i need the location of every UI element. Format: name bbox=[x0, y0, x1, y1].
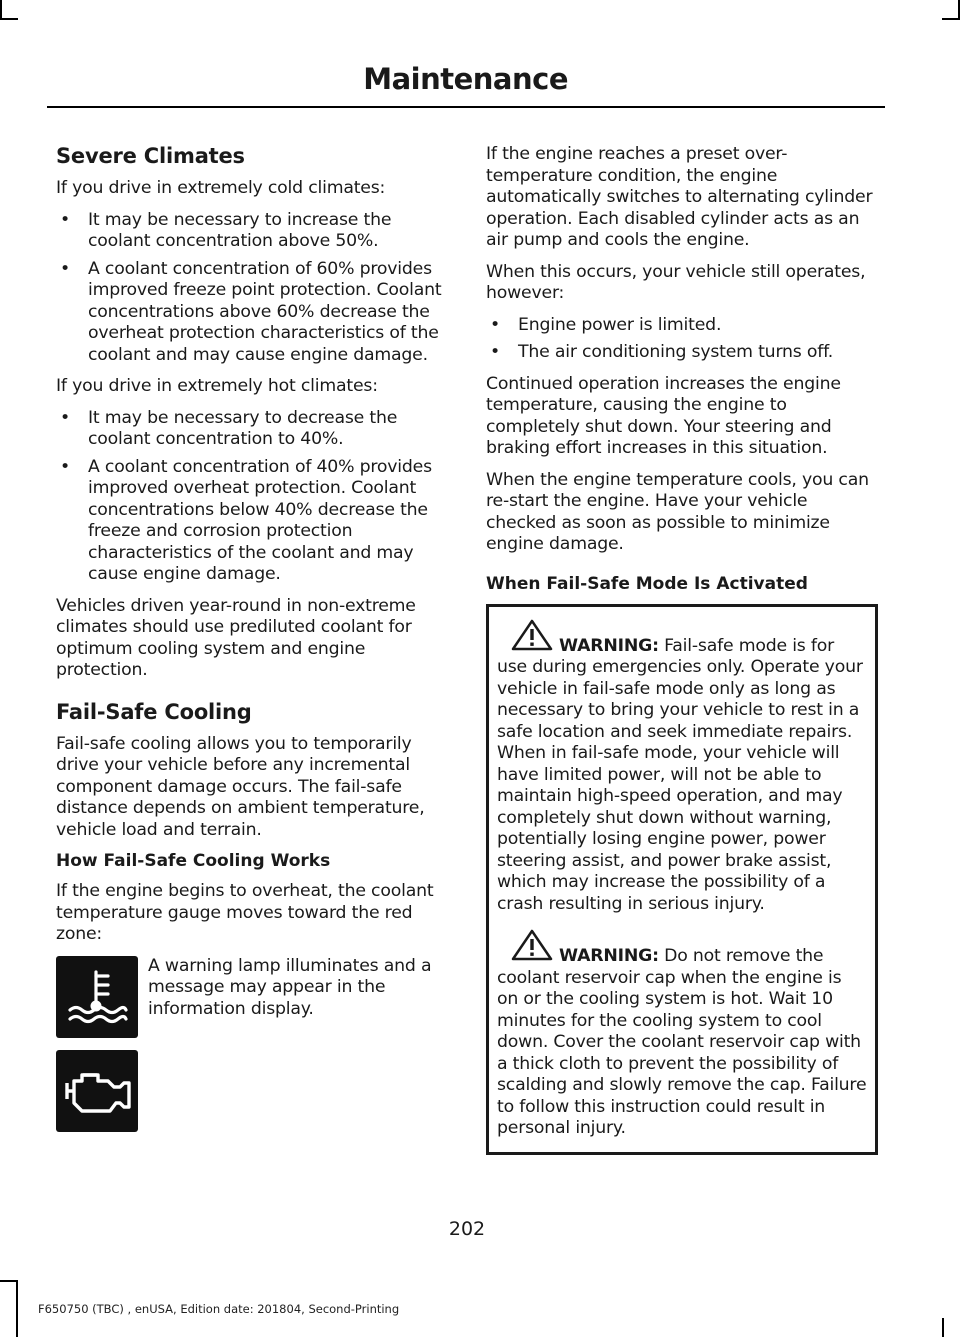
bullet-icon: • bbox=[60, 456, 70, 477]
bullet-text: A coolant concentration of 40% provides improved overheat protection. Coolant concentrations below 40% decrease the freeze and corrosion protection characteristics of the coolant and may cause engine damage. bbox=[88, 456, 432, 584]
list-item bbox=[56, 457, 448, 586]
crop-mark bbox=[942, 18, 960, 20]
page-header-title: Maintenance bbox=[363, 62, 568, 96]
cools-paragraph: When the engine temperature cools, you can re-start the engine. Have your vehicle checked as soon as possible to minimize engine damage. bbox=[486, 469, 869, 554]
warning-lamp-text: A warning lamp illuminates and a message may appear in the information display. bbox=[148, 955, 432, 1019]
bullet-text: A coolant concentration of 60% provides improved freeze point protection. Coolant concentrations above 60% decrease the overheat protection characteristics of the coolant and may cause engine damage. bbox=[88, 258, 442, 365]
list-item bbox=[486, 342, 878, 364]
crop-mark bbox=[0, 1280, 18, 1282]
severe-climates-heading: Severe Climates bbox=[56, 144, 245, 168]
header-rule bbox=[47, 106, 885, 108]
check-engine-icon bbox=[56, 1050, 138, 1132]
warning-text: Do not remove the coolant reservoir cap when the engine is on or the cooling system is hot. Wait 10 minutes for the cooling system to cool down. Cover the coolant reservoir cap with a thick cloth to prevent the possibility of scalding and slowly remove the cap. Failure to follow this instruction could result in personal injury. bbox=[497, 946, 867, 1138]
crop-mark bbox=[0, 18, 18, 20]
cold-bullets bbox=[56, 210, 448, 367]
warning-failsafe bbox=[497, 619, 867, 916]
preset-paragraph: If the engine reaches a preset over-temperature condition, the engine automatically switches to alternating cylinder operation. Each disabled cylinder acts as an air pump and cools the engine. bbox=[486, 144, 873, 250]
crop-mark bbox=[16, 1280, 18, 1337]
bullet-icon: • bbox=[60, 258, 70, 279]
coolant-temperature-icon bbox=[56, 956, 138, 1038]
hot-bullets bbox=[56, 408, 448, 586]
bullet-icon: • bbox=[60, 209, 70, 230]
warning-box bbox=[486, 604, 878, 1155]
crop-mark bbox=[0, 0, 2, 18]
bullet-icon: • bbox=[490, 342, 500, 362]
yearround-paragraph: Vehicles driven year-round in non-extreme climates should use prediluted coolant for optimum cooling system and engine protection. bbox=[56, 595, 416, 680]
lamp-icons bbox=[56, 956, 138, 1144]
list-item bbox=[56, 259, 448, 367]
footer-edition: F650750 (TBC) , enUSA, Edition date: 201804, Second-Printing bbox=[38, 1302, 400, 1316]
page-number: 202 bbox=[448, 1218, 486, 1240]
bullet-text: It may be necessary to decrease the coolant concentration to 40%. bbox=[88, 407, 398, 449]
list-item bbox=[486, 315, 878, 337]
hot-intro: If you drive in extremely hot climates: bbox=[56, 376, 378, 396]
warning-text: Fail-safe mode is for use during emergencies only. Operate your vehicle in fail-safe mode only as long as necessary to bring your vehicle to rest in a safe location and seek immediate repairs. When in fail-safe mode, your vehicle will have limited power, will not be able to maintain high-speed operation, and may completely shut down without warning, potentially losing engine power, power steering assist, and power brake assist, which may increase the possibility of a crash resulting in serious injury. bbox=[497, 635, 863, 914]
bullet-text: It may be necessary to increase the coolant concentration above 50%. bbox=[88, 209, 392, 251]
left-column bbox=[56, 144, 448, 1144]
cold-intro: If you drive in extremely cold climates: bbox=[56, 178, 386, 198]
right-column bbox=[486, 144, 878, 1155]
bullet-icon: • bbox=[60, 407, 70, 428]
warning-label: WARNING: bbox=[559, 635, 659, 656]
activated-heading: When Fail-Safe Mode Is Activated bbox=[486, 573, 808, 594]
warning-coolant-cap bbox=[497, 929, 867, 1140]
continued-paragraph: Continued operation increases the engine temperature, causing the engine to completely shut down. Your steering and braking effort increases in this situation. bbox=[486, 373, 841, 458]
list-item bbox=[56, 408, 448, 451]
list-item bbox=[56, 210, 448, 253]
how-failsafe-heading: How Fail-Safe Cooling Works bbox=[56, 851, 331, 871]
failsafe-heading: Fail-Safe Cooling bbox=[56, 699, 252, 724]
bullet-text: Engine power is limited. bbox=[518, 314, 722, 335]
warning-label: WARNING: bbox=[559, 946, 659, 966]
occurs-paragraph: When this occurs, your vehicle still operates, however: bbox=[486, 261, 866, 303]
warning-triangle-icon bbox=[511, 619, 553, 658]
how-failsafe-text: If the engine begins to overheat, the coolant temperature gauge moves toward the red zone: bbox=[56, 881, 434, 944]
occurs-bullets bbox=[486, 315, 878, 364]
warning-lamp-row bbox=[56, 956, 448, 1144]
warning-triangle-icon bbox=[511, 929, 553, 968]
bullet-text: The air conditioning system turns off. bbox=[518, 342, 834, 362]
bullet-icon: • bbox=[490, 314, 500, 335]
failsafe-intro: Fail-safe cooling allows you to temporarily drive your vehicle before any incremental component damage occurs. The fail-safe distance depends on ambient temperature, vehicle load and terrain. bbox=[56, 733, 425, 840]
crop-mark bbox=[942, 1318, 944, 1337]
